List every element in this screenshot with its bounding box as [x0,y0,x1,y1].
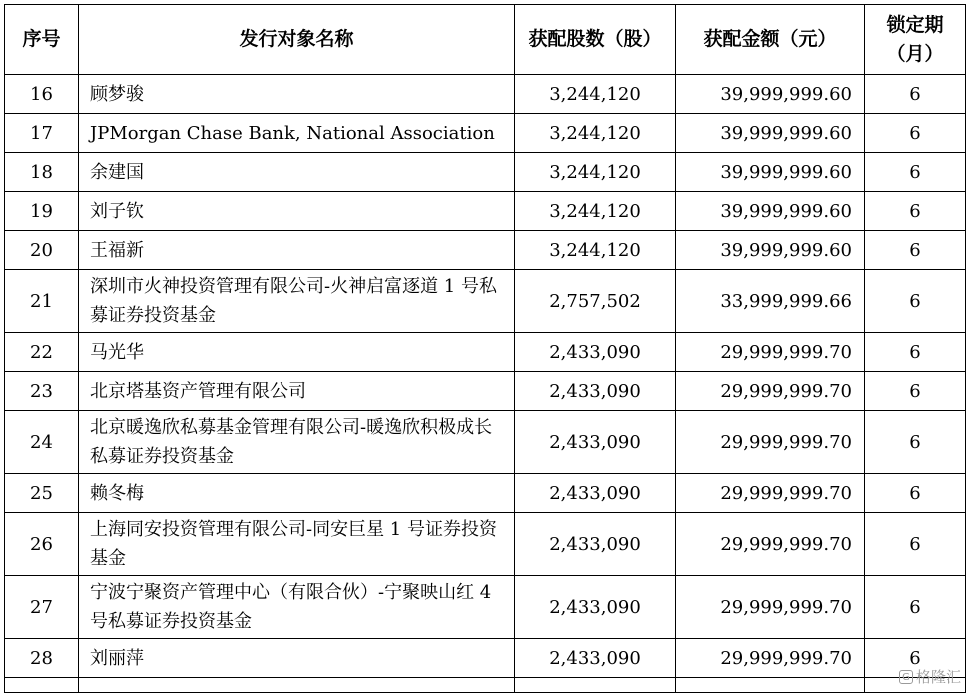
table-row [5,372,966,411]
cell-name: 刘丽萍 [79,639,515,678]
cell-lock: 6 [865,75,966,114]
cell-amount: 39,999,999.60 [676,192,865,231]
cell-seq: 23 [5,372,79,411]
table-row [5,153,966,192]
cell-shares: 2,433,090 [515,639,676,678]
cell-amount: 39,999,999.60 [676,231,865,270]
cell-lock: 6 [865,270,966,333]
cell-name: JPMorgan Chase Bank, National Association [79,114,515,153]
table-row [5,114,966,153]
cell-seq: 17 [5,114,79,153]
cell-amount: 39,999,999.60 [676,114,865,153]
cell-seq: 26 [5,513,79,576]
cell-seq: 22 [5,333,79,372]
cell-seq: 20 [5,231,79,270]
cell-empty [79,678,515,693]
cell-name: 余建国 [79,153,515,192]
cell-lock: 6 [865,576,966,639]
cell-amount: 33,999,999.66 [676,270,865,333]
table-row [5,639,966,678]
header-amount: 获配金额（元） [676,5,865,75]
cell-name: 赖冬梅 [79,474,515,513]
cell-amount: 29,999,999.70 [676,474,865,513]
cell-amount: 29,999,999.70 [676,372,865,411]
cell-amount: 39,999,999.60 [676,153,865,192]
table-row [5,75,966,114]
table-row [5,474,966,513]
cell-lock: 6 [865,333,966,372]
cell-empty [676,678,865,693]
cell-amount: 29,999,999.70 [676,333,865,372]
cell-lock: 6 [865,372,966,411]
header-lock [865,5,966,75]
cell-seq: 24 [5,411,79,474]
cell-seq: 21 [5,270,79,333]
header-lock-line1: 锁定期 [886,13,944,36]
cell-seq: 19 [5,192,79,231]
table-row [5,513,966,576]
cell-shares: 2,757,502 [515,270,676,333]
cell-amount: 29,999,999.70 [676,639,865,678]
cell-name: 顾梦骏 [79,75,515,114]
table-row [5,576,966,639]
cell-seq: 16 [5,75,79,114]
table-row-cutoff [5,678,966,693]
header-shares: 获配股数（股） [515,5,676,75]
allocation-table [4,4,966,693]
cell-empty [515,678,676,693]
cell-name: 上海同安投资管理有限公司-同安巨星 1 号证券投资基金 [79,513,515,576]
cell-shares: 2,433,090 [515,411,676,474]
cell-name: 北京塔基资产管理有限公司 [79,372,515,411]
cell-shares: 2,433,090 [515,513,676,576]
cell-seq: 28 [5,639,79,678]
cell-seq: 25 [5,474,79,513]
cell-shares: 3,244,120 [515,153,676,192]
cell-lock: 6 [865,513,966,576]
cell-shares: 2,433,090 [515,372,676,411]
cell-lock: 6 [865,153,966,192]
cell-lock: 6 [865,192,966,231]
table-row [5,270,966,333]
table-row [5,411,966,474]
cell-amount: 39,999,999.60 [676,75,865,114]
cell-name: 马光华 [79,333,515,372]
cell-name: 宁波宁聚资产管理中心（有限合伙）-宁聚映山红 4 号私募证券投资基金 [79,576,515,639]
cell-name: 深圳市火神投资管理有限公司-火神启富逐道 1 号私募证券投资基金 [79,270,515,333]
cell-name: 王福新 [79,231,515,270]
cell-empty [5,678,79,693]
cell-lock: 6 [865,474,966,513]
cell-lock: 6 [865,411,966,474]
cell-amount: 29,999,999.70 [676,411,865,474]
table-row [5,192,966,231]
cell-seq: 27 [5,576,79,639]
watermark [899,666,961,687]
cell-lock: 6 [865,231,966,270]
table-row [5,333,966,372]
cell-name: 刘子钦 [79,192,515,231]
g-logo-icon: G [899,670,913,684]
cell-amount: 29,999,999.70 [676,513,865,576]
cell-seq: 18 [5,153,79,192]
cell-shares: 3,244,120 [515,192,676,231]
header-row [5,5,966,75]
header-seq: 序号 [5,5,79,75]
cell-lock: 6 [865,639,966,678]
cell-shares: 2,433,090 [515,474,676,513]
cell-name: 北京暖逸欣私募基金管理有限公司-暖逸欣积极成长私募证券投资基金 [79,411,515,474]
cell-shares: 3,244,120 [515,231,676,270]
cell-amount: 29,999,999.70 [676,576,865,639]
cell-shares: 3,244,120 [515,114,676,153]
cell-lock: 6 [865,114,966,153]
table-row [5,231,966,270]
header-name: 发行对象名称 [79,5,515,75]
cell-shares: 3,244,120 [515,75,676,114]
cell-shares: 2,433,090 [515,576,676,639]
watermark-text: 格隆汇 [915,668,961,686]
cell-shares: 2,433,090 [515,333,676,372]
header-lock-line2: （月） [886,42,944,65]
